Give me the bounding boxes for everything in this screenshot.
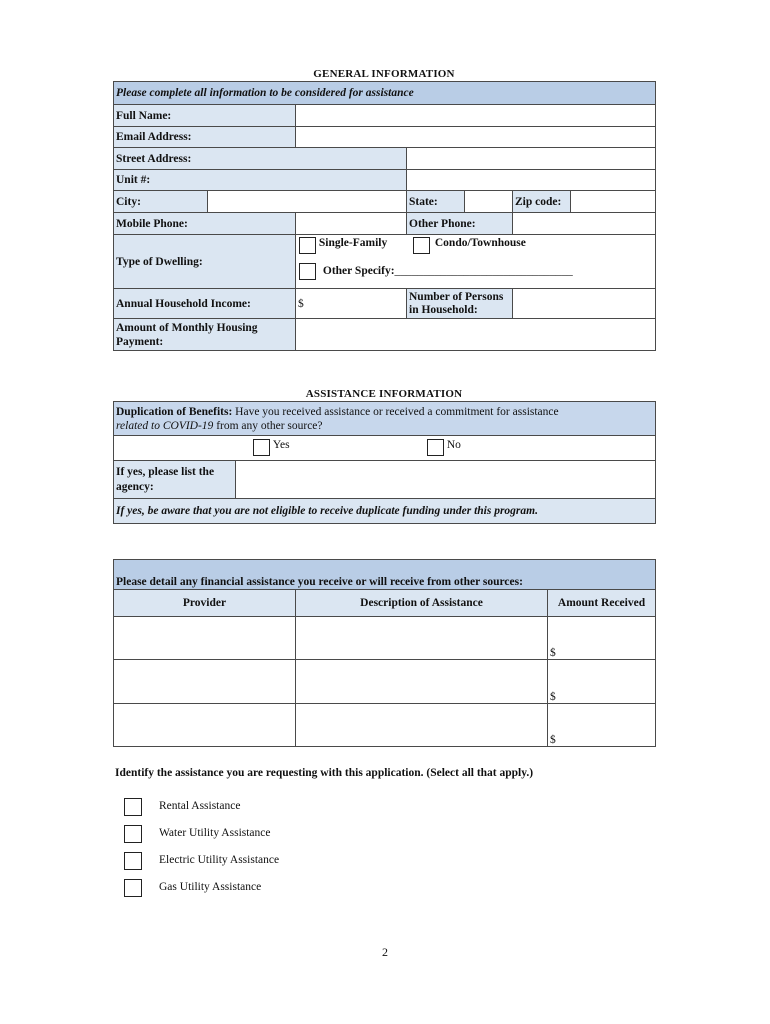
income-input[interactable] [296,289,407,319]
mobile-phone-input[interactable] [296,213,407,235]
state-input[interactable] [465,191,513,213]
state-label: State: [407,191,465,213]
gas-utility-label: Gas Utility Assistance [159,881,262,893]
duplication-tail-text: from any other source? [216,419,323,432]
amount-dollar: $ [550,647,556,659]
general-info-title: GENERAL INFORMATION [313,68,455,80]
dwelling-options [296,235,656,289]
table-row [114,660,656,704]
request-prompt: Identify the assistance you are requesting with this application. (Select all that apply.) [115,767,534,779]
duplicate-funding-warning: If yes, be aware that you are not eligible to receive duplicate funding under this program. [114,499,656,524]
agency-label: If yes, please list the agency: [114,461,236,499]
income-dollar: $ [298,297,304,310]
other-dwelling-option[interactable] [299,263,573,280]
condo-label: Condo/Townhouse [434,237,526,249]
agency-input[interactable] [236,461,656,499]
unit-label: Unit #: [114,170,407,191]
gas-utility-checkbox[interactable] [124,879,142,897]
yes-checkbox[interactable] [253,439,270,456]
city-input[interactable] [208,191,407,213]
persons-input[interactable] [513,289,656,319]
housing-payment-label: Amount of Monthly Housing Payment: [114,319,296,351]
city-label: City: [114,191,208,213]
persons-label: Number of Persons in Household: [407,289,513,319]
email-input[interactable] [296,127,656,148]
other-specify-label: Other Specify: [322,265,395,278]
electric-utility-checkbox[interactable] [124,852,142,870]
other-phone-input[interactable] [513,213,656,235]
duplication-covid-text: related to COVID-19 [116,419,214,432]
zip-label: Zip code: [513,191,571,213]
yes-no-row [114,436,656,461]
provider-cell[interactable] [114,704,296,747]
rental-assistance-option[interactable] [124,798,241,818]
page-number: 2 [382,945,388,959]
amount-dollar: $ [550,691,556,703]
amount-cell[interactable] [548,660,656,704]
description-cell[interactable] [296,660,548,704]
single-family-label: Single-Family [318,237,388,249]
other-dwelling-checkbox[interactable] [299,263,316,280]
gas-utility-option[interactable] [124,879,262,899]
single-family-option[interactable] [299,237,387,254]
rental-assistance-label: Rental Assistance [159,800,241,812]
unit-input[interactable] [407,170,656,191]
table-row [114,617,656,660]
amount-cell[interactable] [548,704,656,747]
electric-utility-option[interactable] [124,852,280,872]
rental-assistance-checkbox[interactable] [124,798,142,816]
full-name-label: Full Name: [114,105,296,127]
zip-input[interactable] [571,191,656,213]
dwelling-type-label: Type of Dwelling: [114,235,296,289]
amount-dollar: $ [550,734,556,746]
street-address-label: Street Address: [114,148,407,170]
water-utility-checkbox[interactable] [124,825,142,843]
table-row [114,704,656,747]
financial-assistance-header: Please detail any financial assistance you receive or will receive from other sources: [114,560,656,590]
duplication-question-text: Have you received assistance or received a commitment for assistance [235,405,559,418]
income-label: Annual Household Income: [114,289,296,319]
description-column-header: Description of Assistance [296,590,548,617]
yes-label: Yes [272,439,290,451]
full-name-input[interactable] [296,105,656,127]
condo-checkbox[interactable] [413,237,430,254]
amount-column-header: Amount Received [548,590,656,617]
duplication-question [114,402,656,436]
general-info-table [113,81,656,351]
provider-cell[interactable] [114,617,296,660]
general-info-subtitle: Please complete all information to be considered for assistance [114,82,656,105]
duplication-label: Duplication of Benefits: [116,405,233,418]
description-cell[interactable] [296,704,548,747]
description-cell[interactable] [296,617,548,660]
assistance-info-title: ASSISTANCE INFORMATION [305,388,463,400]
provider-cell[interactable] [114,660,296,704]
street-address-input[interactable] [407,148,656,170]
amount-cell[interactable] [548,617,656,660]
water-utility-option[interactable] [124,825,271,845]
electric-utility-label: Electric Utility Assistance [159,854,280,866]
housing-payment-input[interactable] [296,319,656,351]
no-checkbox[interactable] [427,439,444,456]
email-label: Email Address: [114,127,296,148]
mobile-phone-label: Mobile Phone: [114,213,296,235]
single-family-checkbox[interactable] [299,237,316,254]
assistance-info-table [113,401,656,524]
other-specify-line[interactable]: _______________________________ [394,265,573,278]
other-phone-label: Other Phone: [407,213,513,235]
condo-option[interactable] [413,237,526,254]
no-option[interactable] [427,439,461,456]
water-utility-label: Water Utility Assistance [159,827,271,839]
no-label: No [446,439,461,451]
yes-option[interactable] [253,439,290,456]
provider-column-header: Provider [114,590,296,617]
financial-assistance-table [113,559,656,747]
